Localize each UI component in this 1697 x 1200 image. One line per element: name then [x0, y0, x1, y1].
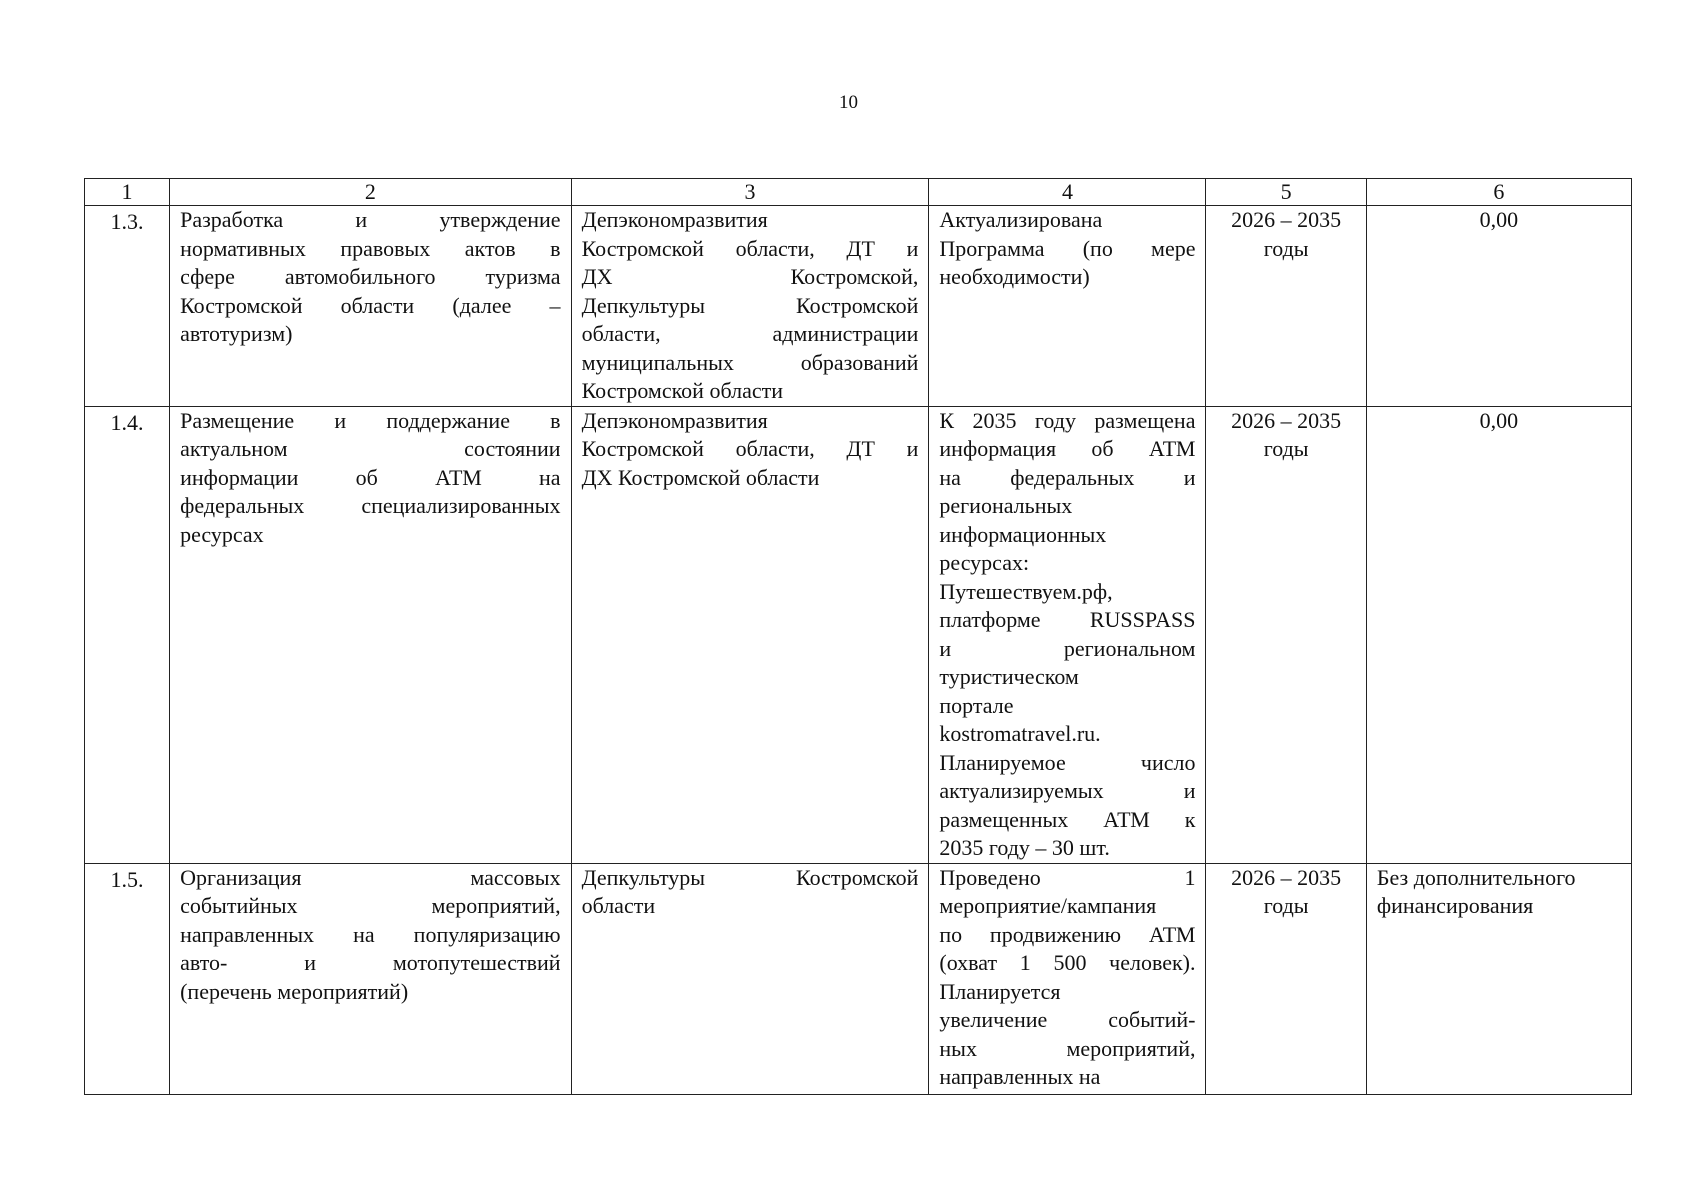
- result-cell-line: и региональном: [939, 635, 1196, 661]
- activity-cell-line: сфере автомобильного туризма: [180, 264, 561, 289]
- result-cell-line: необходимости): [939, 264, 1090, 289]
- executors-cell-line: Депкультуры Костромской: [581, 292, 919, 318]
- row-number: 1.4.: [85, 406, 170, 863]
- result-cell-line: по продвижению АТМ: [939, 921, 1196, 947]
- executors-cell-line: Костромской области, ДТ и: [581, 436, 919, 461]
- activity-cell-line: Организация массовых: [180, 864, 561, 890]
- executors-cell-line: Костромской области, ДТ и: [581, 235, 919, 261]
- executors-cell-line: области: [581, 893, 656, 918]
- column-header: 6: [1366, 179, 1631, 206]
- result-cell-line: Программа (по мере: [939, 235, 1196, 261]
- activity-cell-line: (перечень мероприятий): [180, 978, 409, 1004]
- result-cell-line: 2035 году – 30 шт.: [939, 835, 1110, 860]
- activity-cell-line: Разработка и утверждение: [180, 207, 561, 232]
- table-row: [85, 406, 1632, 863]
- activity-cell: [170, 406, 571, 863]
- activity-cell: [170, 863, 571, 1094]
- result-cell-line: информационных: [939, 521, 1107, 547]
- activity-cell-line: авто- и мотопутешествий: [180, 950, 561, 975]
- result-cell-line: ных мероприятий,: [939, 1035, 1196, 1061]
- table-row: [85, 863, 1632, 1094]
- table-row: [85, 206, 1632, 407]
- period-cell: 2026 – 2035 годы: [1206, 406, 1366, 863]
- column-header: 1: [85, 179, 170, 206]
- funding-cell: 0,00: [1366, 206, 1631, 407]
- column-header: 4: [929, 179, 1206, 206]
- executors-cell-line: Депкультуры Костромской: [581, 864, 919, 890]
- activity-cell-line: направленных на популяризацию: [180, 921, 561, 947]
- column-header: 2: [170, 179, 571, 206]
- result-cell-line: мероприятие/кампания: [939, 893, 1157, 918]
- executors-cell: [571, 206, 929, 407]
- row-number: 1.3.: [85, 206, 170, 407]
- result-cell-line: К 2035 году размещена: [939, 407, 1196, 433]
- activity-cell-line: Размещение и поддержание в: [180, 407, 561, 433]
- result-cell: [929, 206, 1206, 407]
- result-cell-line: портале: [939, 692, 1014, 718]
- result-cell-line: размещенных АТМ к: [939, 806, 1196, 832]
- result-cell-line: Планируется: [939, 978, 1061, 1004]
- result-cell: [929, 863, 1206, 1094]
- executors-cell-line: Депэкономразвития: [581, 207, 768, 232]
- activity-cell-line: актуальном состоянии: [180, 436, 561, 461]
- executors-cell-line: области, администрации: [581, 321, 919, 346]
- column-header: 5: [1206, 179, 1366, 206]
- result-cell-line: (охват 1 500 человек).: [939, 950, 1196, 975]
- funding-cell: Без дополнительного финансирования: [1366, 863, 1631, 1094]
- result-cell-line: актуализируемых и: [939, 778, 1196, 803]
- activity-cell-line: автотуризм): [180, 321, 293, 346]
- result-cell-line: на федеральных и: [939, 464, 1196, 490]
- funding-cell: 0,00: [1366, 406, 1631, 863]
- executors-cell-line: муниципальных образований: [581, 349, 919, 375]
- page-number: 10: [839, 92, 858, 113]
- result-cell-line: информация об АТМ: [939, 436, 1196, 461]
- activity-cell-line: событийных мероприятий,: [180, 893, 561, 918]
- period-cell: 2026 – 2035 годы: [1206, 863, 1366, 1094]
- result-cell-line: Планируемое число: [939, 749, 1196, 775]
- executors-cell-line: Депэкономразвития: [581, 407, 768, 433]
- activity-cell-line: ресурсах: [180, 521, 264, 547]
- column-header: 3: [571, 179, 929, 206]
- result-cell-line: Актуализирована: [939, 207, 1103, 232]
- table-header-row: [85, 179, 1632, 206]
- period-cell: 2026 – 2035 годы: [1206, 206, 1366, 407]
- row-number: 1.5.: [85, 863, 170, 1094]
- result-cell-line: туристическом: [939, 664, 1079, 689]
- result-cell-line: Путешествуем.рф,: [939, 578, 1113, 604]
- activity-cell-line: Костромской области (далее –: [180, 292, 561, 318]
- result-cell-line: платформе RUSSPASS: [939, 607, 1196, 632]
- result-cell-line: региональных: [939, 493, 1073, 518]
- result-cell-line: kostromatravel.ru.: [939, 721, 1101, 746]
- result-cell-line: ресурсах:: [939, 550, 1030, 575]
- activity-cell-line: информации об АТМ на: [180, 464, 561, 490]
- executors-cell-line: ДХ Костромской области: [581, 464, 820, 490]
- activity-cell-line: федеральных специализированных: [180, 493, 561, 518]
- executors-cell-line: Костромской области: [581, 378, 783, 403]
- result-cell-line: направленных на: [939, 1064, 1101, 1089]
- program-table: [84, 178, 1632, 1095]
- result-cell-line: Проведено 1: [939, 864, 1196, 890]
- executors-cell: [571, 406, 929, 863]
- activity-cell: [170, 206, 571, 407]
- executors-cell-line: ДХ Костромской,: [581, 264, 919, 289]
- result-cell: [929, 406, 1206, 863]
- activity-cell-line: нормативных правовых актов в: [180, 235, 561, 261]
- result-cell-line: увеличение событий-: [939, 1007, 1196, 1032]
- executors-cell: [571, 863, 929, 1094]
